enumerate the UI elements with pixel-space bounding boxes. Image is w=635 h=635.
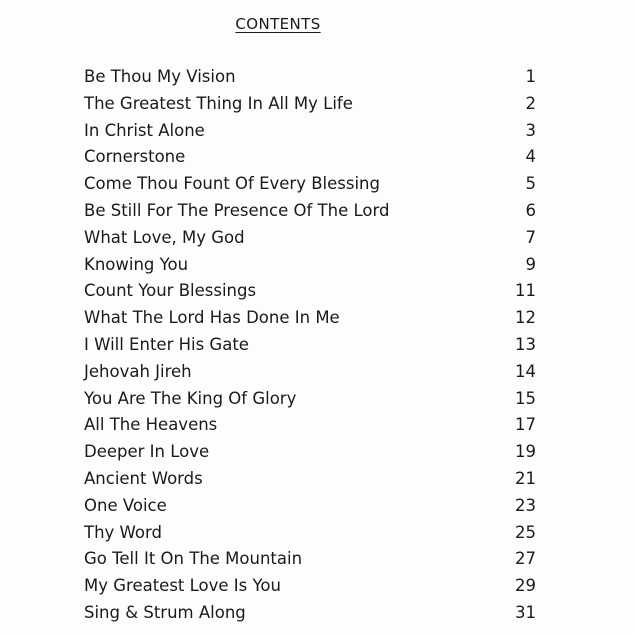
toc-entry-title: Thy Word — [84, 522, 162, 542]
toc-entry — [84, 305, 536, 332]
toc-entry-title: One Voice — [84, 495, 167, 515]
toc-entry — [84, 144, 536, 171]
toc-entry — [84, 278, 536, 305]
toc-entry-title: What Love, My God — [84, 227, 245, 247]
toc-entry-page-number: 6 — [525, 200, 536, 220]
toc-entry — [84, 573, 536, 600]
toc-entry-title: Count Your Blessings — [84, 281, 257, 301]
toc-entry-page-number: 5 — [525, 174, 536, 194]
toc-entry — [84, 520, 536, 547]
toc-entry-title: Be Still For The Presence Of The Lord — [84, 200, 390, 220]
toc-entry-page-number: 12 — [515, 308, 536, 328]
toc-entry — [84, 546, 536, 573]
toc-entry-title: Ancient Words — [84, 468, 203, 488]
toc-entry-title: What The Lord Has Done In Me — [84, 308, 340, 328]
toc-entry-title: You Are The King Of Glory — [84, 388, 297, 408]
toc-entry — [84, 171, 536, 198]
toc-entry-title: Be Thou My Vision — [84, 67, 236, 86]
toc-entry-title: Deeper In Love — [84, 442, 210, 462]
toc-entry — [84, 198, 536, 225]
toc-entry — [84, 64, 536, 91]
toc-entry-title: I Will Enter His Gate — [84, 334, 249, 354]
toc-entry-page-number: 15 — [515, 388, 536, 408]
toc-entry-title: Sing & Strum Along — [84, 602, 246, 622]
toc-entry-page-number: 23 — [515, 495, 536, 515]
toc-entry — [84, 225, 536, 252]
page-title: CONTENTS — [235, 15, 321, 33]
table-of-contents — [84, 64, 536, 627]
toc-entry — [84, 439, 536, 466]
toc-entry — [84, 493, 536, 520]
toc-entry — [84, 600, 536, 627]
toc-entry-page-number: 14 — [515, 361, 536, 381]
toc-entry-page-number: 3 — [525, 120, 536, 140]
toc-entry-title: Jehovah Jireh — [84, 361, 192, 381]
toc-entry-title: Come Thou Fount Of Every Blessing — [84, 174, 380, 194]
toc-entry — [84, 466, 536, 493]
toc-entry-page-number: 19 — [515, 442, 536, 462]
toc-entry-page-number: 9 — [525, 254, 536, 274]
toc-entry-title: In Christ Alone — [84, 120, 205, 140]
toc-entry-page-number: 29 — [515, 576, 536, 596]
toc-entry — [84, 118, 536, 145]
toc-entry-title: The Greatest Thing In All My Life — [84, 93, 353, 113]
toc-entry-title: My Greatest Love Is You — [84, 576, 281, 596]
toc-entry — [84, 332, 536, 359]
toc-entry-page-number: 7 — [525, 227, 536, 247]
toc-entry — [84, 386, 536, 413]
toc-entry-page-number: 25 — [515, 522, 536, 542]
toc-entry-page-number: 21 — [515, 468, 536, 488]
toc-entry-page-number: 11 — [515, 281, 536, 301]
toc-entry-page-number: 17 — [515, 415, 536, 435]
toc-entry-page-number: 1 — [525, 67, 536, 86]
toc-entry — [84, 91, 536, 118]
toc-entry-title: Knowing You — [84, 254, 189, 274]
toc-entry-page-number: 27 — [515, 549, 536, 569]
toc-entry — [84, 359, 536, 386]
toc-entry-title: Cornerstone — [84, 147, 186, 167]
toc-entry-page-number: 31 — [515, 602, 536, 622]
toc-entry — [84, 252, 536, 279]
toc-entry-title: Go Tell It On The Mountain — [84, 549, 303, 569]
toc-entry — [84, 412, 536, 439]
toc-entry-page-number: 4 — [525, 147, 536, 167]
toc-entry-page-number: 2 — [525, 93, 536, 113]
toc-entry-title: All The Heavens — [84, 415, 218, 435]
toc-entry-page-number: 13 — [515, 334, 536, 354]
